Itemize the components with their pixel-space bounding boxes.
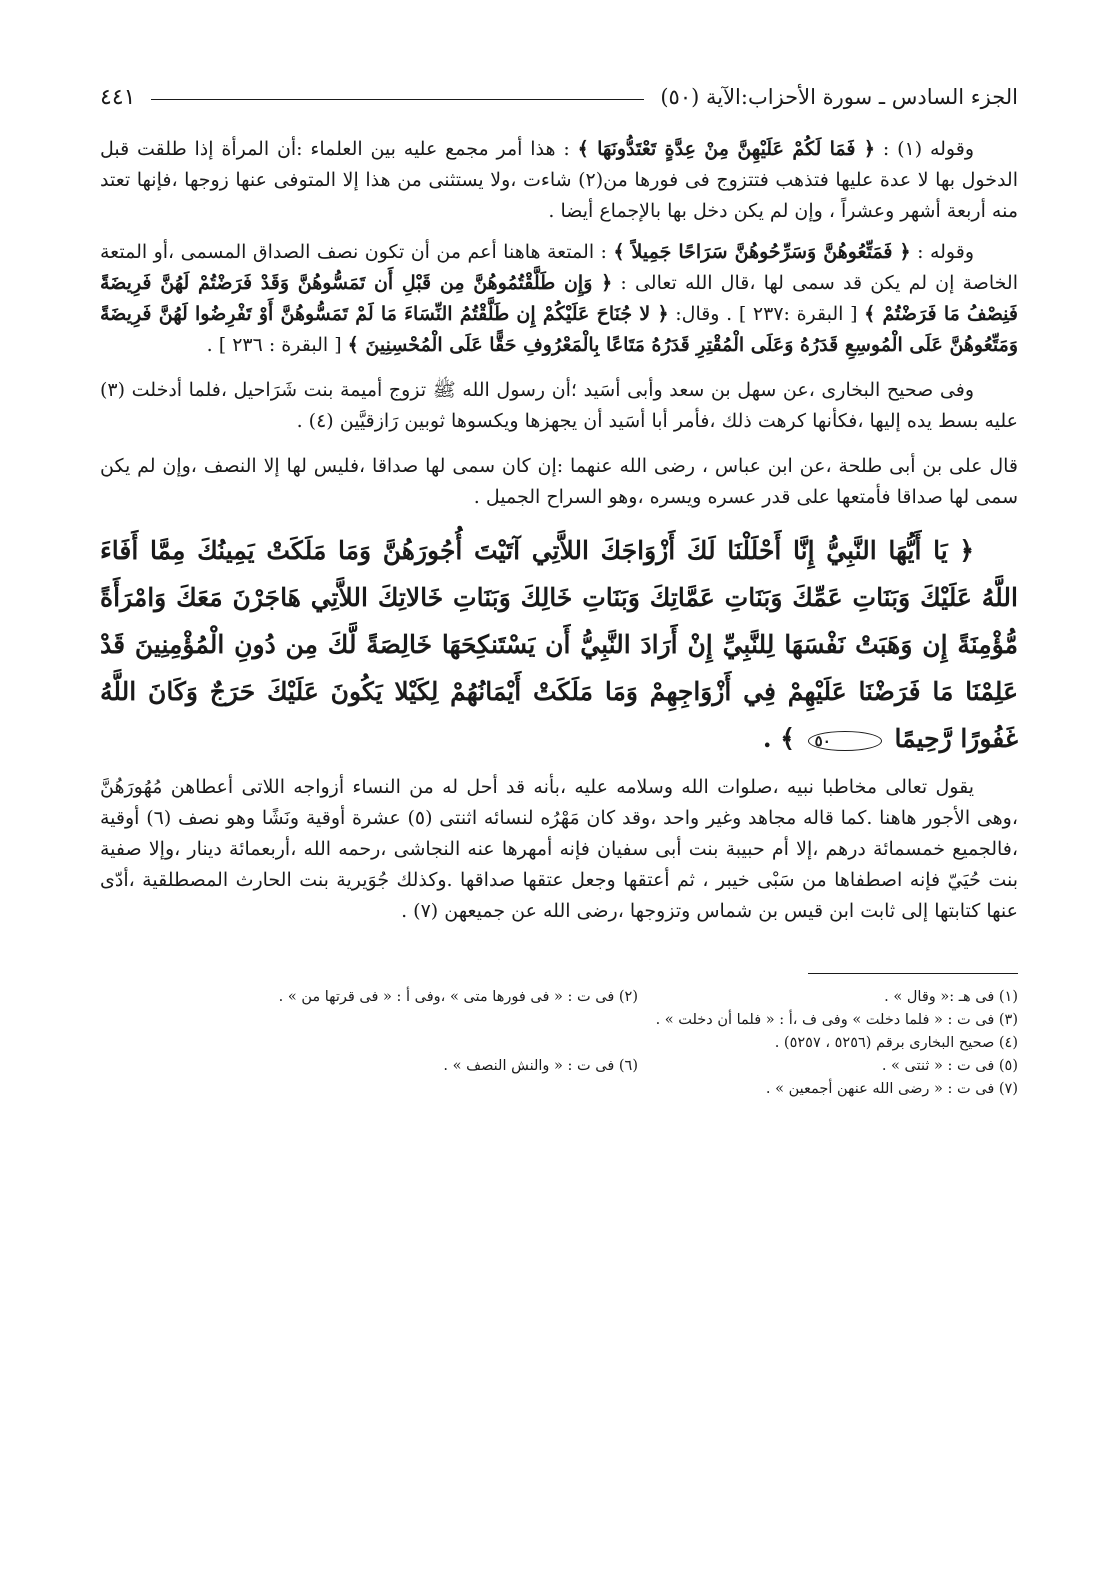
quran-quote-2: ﴿ فَمَتِّعُوهُنَّ وَسَرِّحُوهُنَّ سَرَاحًا جَمِيلاً ﴾ [613, 241, 911, 263]
footnote-5: (٥) فى ت : « ثنتى » . [881, 1058, 1018, 1074]
p1-intro: وقوله (١) : [882, 138, 974, 160]
verse-close: ﴾ . [762, 724, 795, 753]
paragraph-3: وفى صحيح البخارى ،عن سهل بن سعد وأبى أسَيد ؛أن رسول الله ﷺ تزوج أميمة بنت شَرَاحيل ،فلما أدخلت (٣) عليه بسط يده إليها ،فكأنها كرهت ذلك ،فأمر أبا أسَيد أن يجهزها ويكسوها ثوبين رَازقيَّين (٤) . [100, 379, 1018, 432]
footnote-separator [808, 973, 1018, 974]
quran-quote-1: ﴿ فَمَا لَكُمْ عَلَيْهِنَّ مِنْ عِدَّةٍ تَعْتَدُّونَهَا ﴾ [577, 138, 876, 160]
footnote-2: (٢) فى ت : « فى فورها متى » ،وفى أ : « فى قرتها من » . [278, 989, 638, 1005]
verse-text: ﴿ يَا أَيُّهَا النَّبِيُّ إِنَّا أَحْلَلْنَا لَكَ أَزْوَاجَكَ اللاَّتِي آتَيْتَ أُجُورَهُنَّ وَمَا مَلَكَتْ يَمِينُكَ مِمَّا أَفَاءَ اللَّهُ عَلَيْكَ وَبَنَاتِ عَمِّكَ وَبَنَاتِ عَمَّاتِكَ وَبَنَاتِ خَالِكَ وَبَنَاتِ خَالاتِكَ اللاَّتِي هَاجَرْنَ مَعَكَ وَامْرَأَةً مُّؤْمِنَةً إِن وَهَبَتْ نَفْسَهَا لِلنَّبِيِّ إِنْ أَرَادَ النَّبِيُّ أَن يَسْتَنكِحَهَا خَالِصَةً لَّكَ مِن دُونِ الْمُؤْمِنِينَ قَدْ عَلِمْنَا مَا فَرَضْنَا عَلَيْهِمْ فِي أَزْوَاجِهِمْ وَمَا مَلَكَتْ أَيْمَانُهُمْ لِكَيْلا يَكُونَ عَلَيْكَ حَرَجٌ وَكَانَ اللَّهُ غَفُورًا رَّحِيمًا [100, 536, 1018, 753]
footnote-7: (٧) فى ت : « رضى الله عنهن أجمعين » . [765, 1081, 1018, 1097]
footnote-4: (٤) صحيح البخارى برقم (٥٢٥٦ ، ٥٢٥٧) . [774, 1035, 1018, 1051]
page [100, 70, 1018, 1570]
p1-commentary: : هذا أمر مجمع عليه بين العلماء :أن المرأة إذا طلقت قبل الدخول بها لا عدة عليها فتذهب فتتزوج فى فورها من(٢) شاءت ،ولا يستثنى من هذا إلا المتوفى عنها زوجها ،فإنها تعتد منه أربعة أشهر وعشراً ، وإن لم يكن دخل بها بالإجماع أيضا . [100, 138, 1018, 222]
p2-commentary-1: : المتعة هاهنا أعم من أن تكون نصف الصداق المسمى ،أو المتعة الخاصة إن لم يكن قد سمى لها ،قال الله تعالى : [100, 241, 1018, 294]
paragraph-1 [100, 134, 1018, 227]
verse-number-marker: ٥٠ [808, 731, 882, 751]
footnote-6: (٦) فى ت : « والنش النصف » . [443, 1058, 638, 1074]
header-rule [151, 99, 644, 100]
p2-citation-1: [ البقرة :٢٣٧ ] . وقال: [675, 303, 858, 325]
p2-citation-2: [ البقرة : ٢٣٦ ] . [206, 334, 342, 356]
header-title: الجزء السادس ـ سورة الأحزاب:الآية (٥٠) [660, 85, 1018, 109]
paragraph-4: قال على بن أبى طلحة ،عن ابن عباس ، رضى الله عنهما :إن كان سمى لها صداقا ،فليس لها إلا النصف ،وإن لم يكن سمى لها صداقا فأمتعها على قدر عسره ويسره ،وهو السراح الجميل . [100, 455, 1018, 508]
footnote-row [100, 1078, 1018, 1101]
running-header [100, 70, 1018, 124]
p2-intro: وقوله : [917, 241, 975, 263]
footnote-row [100, 1009, 1018, 1032]
footnote-3: (٣) فى ت : « فلما دخلت » وفى ف ،أ : « فلما أن دخلت » . [655, 1012, 1018, 1028]
paragraph-2 [100, 237, 1018, 361]
paragraph-5: يقول تعالى مخاطبا نبيه ،صلوات الله وسلامه عليه ،بأنه قد أحل له من النساء أزواجه اللاتى أعطاهن مُهُورَهُنَّ ،وهى الأجور هاهنا .كما قاله مجاهد وغير واحد ،وقد كان مَهْرُه لنسائه اثنتى (٥) عشرة أوقية ونَشًا وهو نصف (٦) أوقية ،فالجميع خمسمائة درهم ،إلا أم حبيبة بنت أبى سفيان فإنه أمهرها عنه النجاشى ،رحمه الله ،أربعمائة دينار ،وإلا صفية بنت حُيَيّ فإنه اصطفاها من سَبْى خيبر ، ثم أعتقها وجعل عتقها صداقها .وكذلك جُوَيرية بنت الحارث المصطلقية ،أدّى عنها كتابتها إلى ثابت ابن قيس بن شماس وتزوجها ،رضى الله عن جميعهن (٧) . [100, 776, 1018, 922]
footnote-row [100, 1055, 1018, 1078]
quran-verse-block [100, 527, 1018, 762]
quran-quote-4: ﴿ لا جُنَاحَ عَلَيْكُمْ إِن طَلَّقْتُمُ النِّسَاءَ مَا لَمْ تَمَسُّوهُنَّ أَوْ تَفْرِضُوا لَهُنَّ فَرِيضَةً وَمَتِّعُوهُنَّ عَلَى الْمُوسِعِ قَدَرُهُ وَعَلَى الْمُقْتِرِ قَدَرُهُ مَتَاعًا بِالْمَعْرُوفِ حَقًّا عَلَى الْمُحْسِنِينَ ﴾ [100, 303, 1018, 356]
quran-quote-3: ﴿ وَإِن طَلَّقْتُمُوهُنَّ مِن قَبْلِ أَن تَمَسُّوهُنَّ وَقَدْ فَرَضْتُمْ لَهُنَّ فَرِيضَةً فَنِصْفُ مَا فَرَضْتُمْ ﴾ [100, 272, 1018, 325]
footnote-row [100, 1032, 1018, 1055]
footnote-row [100, 986, 1018, 1009]
page-number: ٤٤١ [100, 84, 136, 110]
footnotes [100, 986, 1018, 1101]
footnote-1: (١) فى هـ :« وقال » . [884, 989, 1018, 1005]
